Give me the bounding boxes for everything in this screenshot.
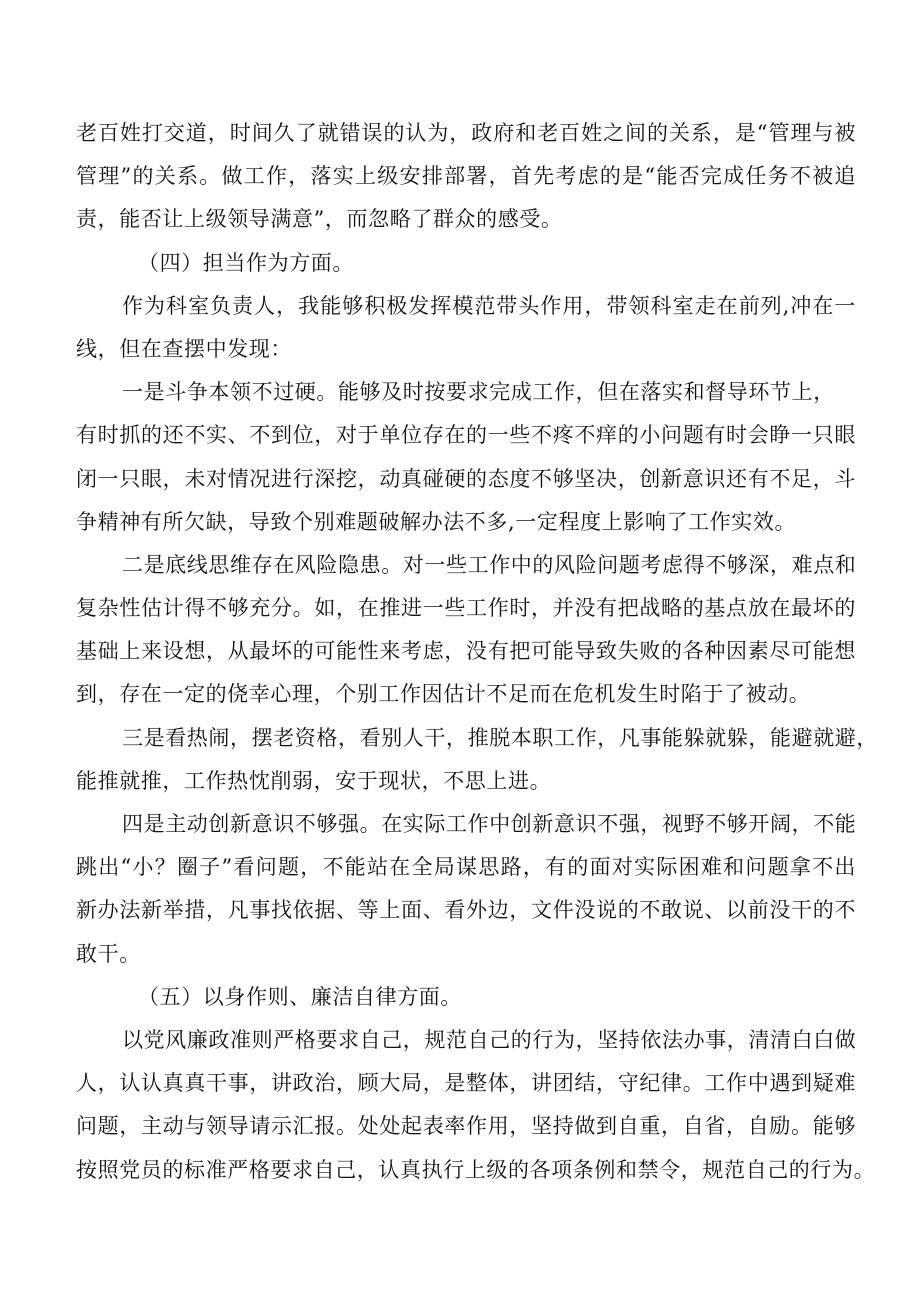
paragraph-continuation — [76, 112, 856, 242]
paragraph-point-two — [76, 544, 856, 717]
document-page — [76, 112, 878, 1192]
text-line: 线，但在查摆中发现： — [76, 336, 292, 361]
text-line: 责，能否让上级领导满意”，而忽略了群众的感受。 — [76, 207, 563, 232]
paragraph-point-three — [76, 717, 878, 803]
text-line: 作为科室负责人，我能够积极发挥模范带头作用，带领科室走在前列,冲在一 — [122, 293, 856, 318]
text-line: 闭一只眼，未对情况进行深挖，动真碰硬的态度不够坚决，创新意识还有不足，斗 — [76, 466, 856, 491]
section-heading: （五）以身作则、廉洁自律方面。 — [138, 984, 462, 1009]
text-line: 四是主动创新意识不够强。在实际工作中创新意识不强，视野不够开阔，不能 — [122, 812, 857, 836]
text-line: 按照党员的标准严格要求自己，认真执行上级的各项条例和禁令，规范自己的行为。 — [76, 1157, 876, 1182]
text-line: 到，存在一定的侥幸心理，个别工作因估计不足而在危机发生时陷于了被动。 — [76, 682, 811, 707]
text-line: 跳出“小？圈子”看问题，不能站在全局谋思路，有的面对实际困难和问题拿不出 — [76, 855, 856, 880]
text-line: 能推就推，工作热忱削弱，安于现状，不思上进。 — [76, 768, 552, 793]
text-line: 以党风廉政准则严格要求自己，规范自己的行为，坚持依法办事，清清白白做 — [122, 1027, 857, 1052]
section-heading: （四）担当作为方面。 — [138, 250, 354, 275]
section-heading-four — [76, 242, 856, 285]
paragraph-intro — [76, 285, 856, 371]
paragraph-point-four — [76, 803, 856, 976]
text-line: 有时抓的还不实、不到位，对于单位存在的一些不疼不痒的小问题有时会睁一只眼 — [76, 423, 856, 448]
paragraph-integrity — [76, 1019, 876, 1192]
text-line: 二是底线思维存在风险隐患。对一些工作中的风险问题考虑得不够深，难点和 — [122, 552, 857, 577]
text-line: 争精神有所欠缺，导致个别难题破解办法不多,一定程度上影响了工作实效。 — [76, 509, 797, 534]
text-line: 问题，主动与领导请示汇报。处处起表率作用，坚持做到自重，自省，自励。能够 — [76, 1114, 856, 1139]
section-heading-five — [76, 976, 856, 1019]
paragraph-point-one — [76, 371, 856, 544]
text-line: 老百姓打交道，时间久了就错误的认为，政府和老百姓之间的关系，是“管理与被 — [76, 121, 856, 145]
text-line: 基础上来设想，从最坏的可能性来考虑，没有把可能导致失败的各种因素尽可能想 — [76, 639, 856, 664]
text-line: 复杂性估计得不够充分。如，在推进一些工作时，并没有把战略的基点放在最坏的 — [76, 596, 856, 621]
text-line: 一是斗争本领不过硬。能够及时按要求完成工作，但在落实和督导环节上， — [122, 380, 835, 405]
text-line: 三是看热闹，摆老资格，看别人干，推脱本职工作，凡事能躲就躲，能避就避， — [122, 725, 878, 750]
text-line: 敢干。 — [76, 941, 141, 966]
text-line: 人，认认真真干事，讲政治，顾大局，是整体，讲团结，守纪律。工作中遇到疑难 — [76, 1071, 856, 1096]
text-line: 新办法新举措，凡事找依据、等上面、看外边，文件没说的不敢说、以前没干的不 — [76, 898, 856, 923]
text-line: 管理”的关系。做工作，落实上级安排部署，首先考虑的是“能否完成任务不被追 — [76, 164, 856, 189]
